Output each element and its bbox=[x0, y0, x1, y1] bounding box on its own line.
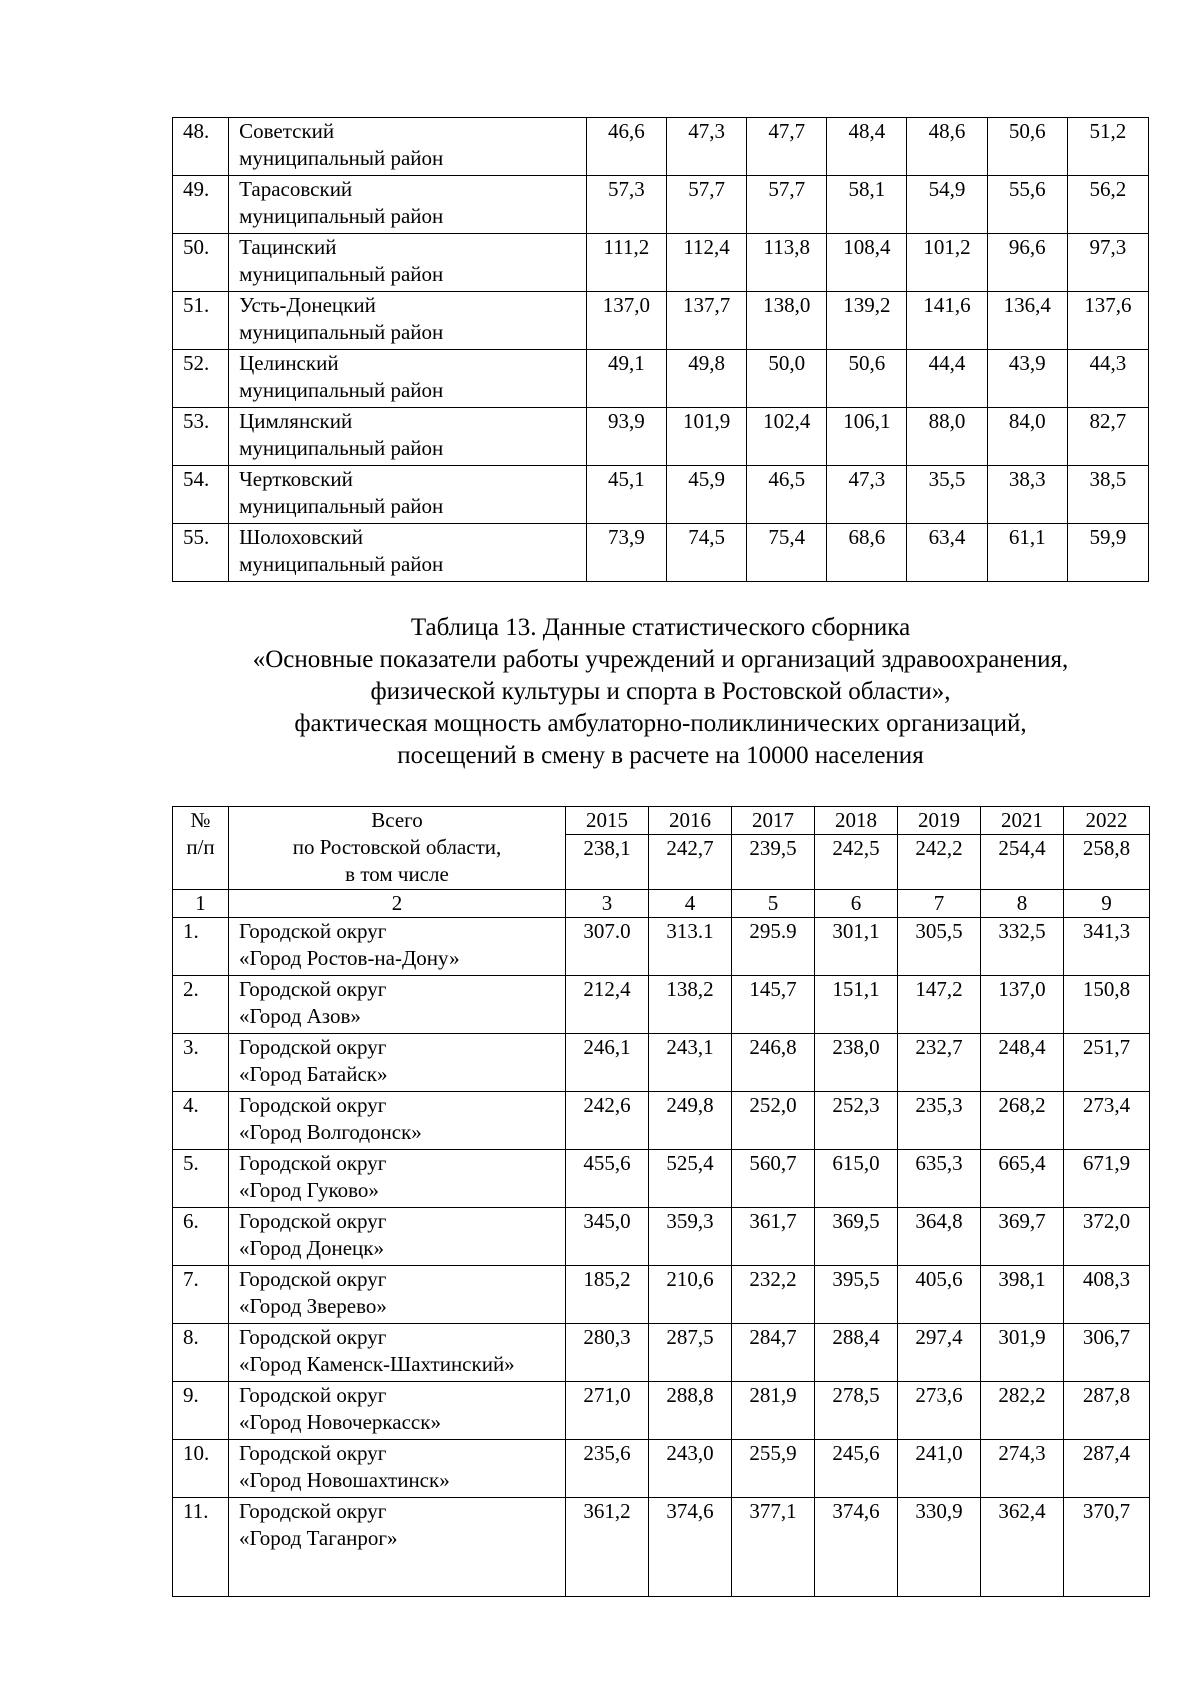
district-name-line-1: Городской округ bbox=[239, 1209, 387, 1233]
district-name-line-1: Цимлянский bbox=[239, 409, 353, 433]
column-number: 9 bbox=[1064, 890, 1150, 918]
top-table bbox=[172, 117, 1149, 582]
value-cell: 46,5 bbox=[747, 466, 827, 524]
value-cell: 560,7 bbox=[732, 1150, 815, 1208]
district-name-line-1: Усть-Донецкий bbox=[239, 293, 376, 317]
value-cell: 44,4 bbox=[907, 350, 987, 408]
value-cell: 243,1 bbox=[649, 1034, 732, 1092]
column-number: 1 bbox=[173, 890, 229, 918]
district-name-line-2: муниципальный район bbox=[239, 552, 444, 576]
value-cell: 137,7 bbox=[666, 292, 746, 350]
value-cell: 370,7 bbox=[1064, 1498, 1150, 1597]
district-name-line-1: Городской округ bbox=[239, 1093, 387, 1117]
value-cell: 252,0 bbox=[732, 1092, 815, 1150]
table-13-caption bbox=[172, 612, 1149, 772]
value-cell: 374,6 bbox=[815, 1498, 898, 1597]
value-cell: 306,7 bbox=[1064, 1324, 1150, 1382]
value-cell: 44,3 bbox=[1067, 350, 1148, 408]
value-cell: 147,2 bbox=[898, 976, 981, 1034]
value-cell: 101,9 bbox=[666, 408, 746, 466]
header-total-line-1: Всего bbox=[371, 808, 423, 832]
value-cell: 395,5 bbox=[815, 1266, 898, 1324]
value-cell: 408,3 bbox=[1064, 1266, 1150, 1324]
row-number: 54. bbox=[173, 466, 229, 524]
value-cell: 47,3 bbox=[827, 466, 907, 524]
value-cell: 305,5 bbox=[898, 918, 981, 976]
column-number: 7 bbox=[898, 890, 981, 918]
table-row bbox=[173, 1382, 1150, 1440]
district-name-line-2: «Город Донецк» bbox=[239, 1236, 384, 1260]
header-year: 2022 bbox=[1064, 807, 1150, 835]
value-cell: 50,6 bbox=[987, 118, 1067, 176]
row-number: 11. bbox=[173, 1498, 229, 1597]
row-number: 8. bbox=[173, 1324, 229, 1382]
value-cell: 54,9 bbox=[907, 176, 987, 234]
district-name-line-2: «Город Каменск-Шахтинский» bbox=[239, 1352, 515, 1376]
total-value: 242,7 bbox=[649, 835, 732, 890]
table-row bbox=[173, 976, 1150, 1034]
value-cell: 137,0 bbox=[981, 976, 1064, 1034]
value-cell: 313.1 bbox=[649, 918, 732, 976]
district-name-cell bbox=[229, 1440, 566, 1498]
value-cell: 405,6 bbox=[898, 1266, 981, 1324]
caption-line-2: «Основные показатели работы учреждений и организаций здравоохранения, bbox=[252, 646, 1069, 673]
value-cell: 252,3 bbox=[815, 1092, 898, 1150]
caption-line-1: Таблица 13. Данные статистического сборника bbox=[410, 614, 911, 641]
district-name-line-1: Городской округ bbox=[239, 1035, 387, 1059]
value-cell: 665,4 bbox=[981, 1150, 1064, 1208]
district-name-line-1: Городской округ bbox=[239, 1383, 387, 1407]
value-cell: 102,4 bbox=[747, 408, 827, 466]
district-name-line-2: муниципальный район bbox=[239, 262, 444, 286]
district-name-cell bbox=[229, 1382, 566, 1440]
value-cell: 301,9 bbox=[981, 1324, 1064, 1382]
total-value: 254,4 bbox=[981, 835, 1064, 890]
value-cell: 274,3 bbox=[981, 1440, 1064, 1498]
header-number-cell bbox=[173, 807, 229, 890]
value-cell: 364,8 bbox=[898, 1208, 981, 1266]
header-year: 2019 bbox=[898, 807, 981, 835]
value-cell: 50,6 bbox=[827, 350, 907, 408]
value-cell: 307.0 bbox=[566, 918, 649, 976]
value-cell: 73,9 bbox=[586, 524, 666, 582]
district-name-line-2: «Город Гуково» bbox=[239, 1178, 379, 1202]
value-cell: 361,7 bbox=[732, 1208, 815, 1266]
total-value: 239,5 bbox=[732, 835, 815, 890]
value-cell: 185,2 bbox=[566, 1266, 649, 1324]
table-row bbox=[173, 1440, 1150, 1498]
value-cell: 113,8 bbox=[747, 234, 827, 292]
district-name-line-1: Городской округ bbox=[239, 1151, 387, 1175]
row-number: 5. bbox=[173, 1150, 229, 1208]
table-row bbox=[173, 1034, 1150, 1092]
column-number: 4 bbox=[649, 890, 732, 918]
district-name-line-2: «Город Новошахтинск» bbox=[239, 1468, 450, 1492]
district-name-cell bbox=[229, 1324, 566, 1382]
value-cell: 372,0 bbox=[1064, 1208, 1150, 1266]
district-name-cell bbox=[229, 176, 587, 234]
district-name-line-1: Шолоховский bbox=[239, 525, 363, 549]
table-row bbox=[173, 350, 1149, 408]
district-name-line-1: Городской округ bbox=[239, 1499, 387, 1523]
value-cell: 273,4 bbox=[1064, 1092, 1150, 1150]
value-cell: 45,9 bbox=[666, 466, 746, 524]
value-cell: 232,2 bbox=[732, 1266, 815, 1324]
value-cell: 210,6 bbox=[649, 1266, 732, 1324]
value-cell: 288,8 bbox=[649, 1382, 732, 1440]
column-number: 6 bbox=[815, 890, 898, 918]
top-table-body bbox=[173, 118, 1149, 582]
value-cell: 345,0 bbox=[566, 1208, 649, 1266]
row-number: 51. bbox=[173, 292, 229, 350]
district-name-cell bbox=[229, 1498, 566, 1597]
table-row bbox=[173, 918, 1150, 976]
value-cell: 282,2 bbox=[981, 1382, 1064, 1440]
row-number: 1. bbox=[173, 918, 229, 976]
district-name-line-1: Советский bbox=[239, 119, 335, 143]
district-name-line-2: муниципальный район bbox=[239, 378, 444, 402]
table-row bbox=[173, 1498, 1150, 1597]
value-cell: 238,0 bbox=[815, 1034, 898, 1092]
row-number: 48. bbox=[173, 118, 229, 176]
value-cell: 235,6 bbox=[566, 1440, 649, 1498]
row-number: 2. bbox=[173, 976, 229, 1034]
district-name-cell bbox=[229, 408, 587, 466]
value-cell: 145,7 bbox=[732, 976, 815, 1034]
value-cell: 35,5 bbox=[907, 466, 987, 524]
district-name-line-2: «Город Волгодонск» bbox=[239, 1120, 422, 1144]
value-cell: 57,7 bbox=[666, 176, 746, 234]
table-row bbox=[173, 466, 1149, 524]
header-total-line-2: по Ростовской области, bbox=[292, 835, 502, 859]
value-cell: 369,5 bbox=[815, 1208, 898, 1266]
value-cell: 615,0 bbox=[815, 1150, 898, 1208]
district-name-line-2: муниципальный район bbox=[239, 436, 444, 460]
value-cell: 141,6 bbox=[907, 292, 987, 350]
value-cell: 137,6 bbox=[1067, 292, 1148, 350]
row-number: 50. bbox=[173, 234, 229, 292]
district-name-cell bbox=[229, 524, 587, 582]
district-name-line-1: Городской округ bbox=[239, 977, 387, 1001]
district-name-cell bbox=[229, 234, 587, 292]
district-name-line-2: «Город Ростов-на-Дону» bbox=[239, 946, 460, 970]
table-row bbox=[173, 176, 1149, 234]
district-name-cell bbox=[229, 918, 566, 976]
header-year: 2015 bbox=[566, 807, 649, 835]
value-cell: 93,9 bbox=[586, 408, 666, 466]
value-cell: 138,2 bbox=[649, 976, 732, 1034]
value-cell: 101,2 bbox=[907, 234, 987, 292]
value-cell: 235,3 bbox=[898, 1092, 981, 1150]
value-cell: 374,6 bbox=[649, 1498, 732, 1597]
district-name-line-2: «Город Батайск» bbox=[239, 1062, 388, 1086]
header-total-cell bbox=[229, 807, 566, 890]
value-cell: 297,4 bbox=[898, 1324, 981, 1382]
district-name-cell bbox=[229, 1208, 566, 1266]
value-cell: 525,4 bbox=[649, 1150, 732, 1208]
row-number: 6. bbox=[173, 1208, 229, 1266]
value-cell: 671,9 bbox=[1064, 1150, 1150, 1208]
header-number-symbol: № bbox=[190, 808, 211, 832]
district-name-line-1: Городской округ bbox=[239, 1325, 387, 1349]
value-cell: 284,7 bbox=[732, 1324, 815, 1382]
table-row bbox=[173, 1150, 1150, 1208]
value-cell: 49,8 bbox=[666, 350, 746, 408]
table-row bbox=[173, 234, 1149, 292]
value-cell: 151,1 bbox=[815, 976, 898, 1034]
value-cell: 55,6 bbox=[987, 176, 1067, 234]
district-name-cell bbox=[229, 1150, 566, 1208]
value-cell: 49,1 bbox=[586, 350, 666, 408]
value-cell: 273,6 bbox=[898, 1382, 981, 1440]
header-year: 2021 bbox=[981, 807, 1064, 835]
district-name-line-1: Тарасовский bbox=[239, 177, 353, 201]
value-cell: 51,2 bbox=[1067, 118, 1148, 176]
total-value: 242,5 bbox=[815, 835, 898, 890]
value-cell: 61,1 bbox=[987, 524, 1067, 582]
column-number: 3 bbox=[566, 890, 649, 918]
value-cell: 280,3 bbox=[566, 1324, 649, 1382]
value-cell: 58,1 bbox=[827, 176, 907, 234]
row-number: 9. bbox=[173, 1382, 229, 1440]
value-cell: 137,0 bbox=[586, 292, 666, 350]
value-cell: 45,1 bbox=[586, 466, 666, 524]
value-cell: 251,7 bbox=[1064, 1034, 1150, 1092]
value-cell: 50,0 bbox=[747, 350, 827, 408]
caption-line-5: посещений в смену в расчете на 10000 населения bbox=[397, 742, 924, 769]
value-cell: 106,1 bbox=[827, 408, 907, 466]
value-cell: 246,1 bbox=[566, 1034, 649, 1092]
district-name-line-1: Целинский bbox=[239, 351, 339, 375]
table-row bbox=[173, 1266, 1150, 1324]
value-cell: 248,4 bbox=[981, 1034, 1064, 1092]
district-name-line-2: муниципальный район bbox=[239, 320, 444, 344]
value-cell: 112,4 bbox=[666, 234, 746, 292]
value-cell: 96,6 bbox=[987, 234, 1067, 292]
value-cell: 63,4 bbox=[907, 524, 987, 582]
district-name-cell bbox=[229, 350, 587, 408]
table-13 bbox=[172, 806, 1150, 1597]
column-number-row bbox=[173, 890, 1150, 918]
district-name-cell bbox=[229, 1034, 566, 1092]
value-cell: 139,2 bbox=[827, 292, 907, 350]
column-number: 5 bbox=[732, 890, 815, 918]
district-name-line-2: «Город Азов» bbox=[239, 1004, 361, 1028]
district-name-line-1: Городской округ bbox=[239, 1441, 387, 1465]
value-cell: 245,6 bbox=[815, 1440, 898, 1498]
row-number: 49. bbox=[173, 176, 229, 234]
value-cell: 57,7 bbox=[747, 176, 827, 234]
column-number: 8 bbox=[981, 890, 1064, 918]
value-cell: 242,6 bbox=[566, 1092, 649, 1150]
table-row bbox=[173, 1208, 1150, 1266]
header-row-years bbox=[173, 807, 1150, 835]
table-row bbox=[173, 292, 1149, 350]
value-cell: 359,3 bbox=[649, 1208, 732, 1266]
value-cell: 82,7 bbox=[1067, 408, 1148, 466]
value-cell: 341,3 bbox=[1064, 918, 1150, 976]
district-name-line-2: «Город Таганрог» bbox=[239, 1526, 398, 1550]
value-cell: 232,7 bbox=[898, 1034, 981, 1092]
value-cell: 38,5 bbox=[1067, 466, 1148, 524]
row-number: 10. bbox=[173, 1440, 229, 1498]
value-cell: 301,1 bbox=[815, 918, 898, 976]
value-cell: 68,6 bbox=[827, 524, 907, 582]
value-cell: 268,2 bbox=[981, 1092, 1064, 1150]
table-row bbox=[173, 1092, 1150, 1150]
header-number-label: п/п bbox=[186, 835, 215, 859]
value-cell: 398,1 bbox=[981, 1266, 1064, 1324]
district-name-cell bbox=[229, 292, 587, 350]
total-value: 258,8 bbox=[1064, 835, 1150, 890]
caption-line-3: физической культуры и спорта в Ростовской области», bbox=[370, 678, 951, 705]
row-number: 7. bbox=[173, 1266, 229, 1324]
column-number: 2 bbox=[229, 890, 566, 918]
district-name-line-1: Тацинский bbox=[239, 235, 337, 259]
row-number: 53. bbox=[173, 408, 229, 466]
district-name-cell bbox=[229, 118, 587, 176]
value-cell: 281,9 bbox=[732, 1382, 815, 1440]
district-name-cell bbox=[229, 466, 587, 524]
district-name-cell bbox=[229, 1092, 566, 1150]
district-name-line-1: Городской округ bbox=[239, 919, 387, 943]
value-cell: 455,6 bbox=[566, 1150, 649, 1208]
value-cell: 212,4 bbox=[566, 976, 649, 1034]
value-cell: 108,4 bbox=[827, 234, 907, 292]
value-cell: 332,5 bbox=[981, 918, 1064, 976]
value-cell: 635,3 bbox=[898, 1150, 981, 1208]
district-name-line-2: муниципальный район bbox=[239, 494, 444, 518]
caption-line-4: фактическая мощность амбулаторно-поликлинических организаций, bbox=[294, 710, 1027, 737]
value-cell: 136,4 bbox=[987, 292, 1067, 350]
value-cell: 47,7 bbox=[747, 118, 827, 176]
value-cell: 138,0 bbox=[747, 292, 827, 350]
value-cell: 74,5 bbox=[666, 524, 746, 582]
value-cell: 75,4 bbox=[747, 524, 827, 582]
district-name-line-1: Чертковский bbox=[239, 467, 353, 491]
value-cell: 47,3 bbox=[666, 118, 746, 176]
value-cell: 241,0 bbox=[898, 1440, 981, 1498]
header-year: 2016 bbox=[649, 807, 732, 835]
total-value: 242,2 bbox=[898, 835, 981, 890]
district-name-line-2: «Город Новочеркасск» bbox=[239, 1410, 441, 1434]
value-cell: 88,0 bbox=[907, 408, 987, 466]
value-cell: 38,3 bbox=[987, 466, 1067, 524]
value-cell: 377,1 bbox=[732, 1498, 815, 1597]
value-cell: 369,7 bbox=[981, 1208, 1064, 1266]
value-cell: 288,4 bbox=[815, 1324, 898, 1382]
row-number: 3. bbox=[173, 1034, 229, 1092]
value-cell: 249,8 bbox=[649, 1092, 732, 1150]
value-cell: 84,0 bbox=[987, 408, 1067, 466]
value-cell: 362,4 bbox=[981, 1498, 1064, 1597]
value-cell: 278,5 bbox=[815, 1382, 898, 1440]
value-cell: 150,8 bbox=[1064, 976, 1150, 1034]
value-cell: 48,4 bbox=[827, 118, 907, 176]
table-row bbox=[173, 1324, 1150, 1382]
district-name-line-2: «Город Зверево» bbox=[239, 1294, 387, 1318]
value-cell: 57,3 bbox=[586, 176, 666, 234]
value-cell: 56,2 bbox=[1067, 176, 1148, 234]
value-cell: 59,9 bbox=[1067, 524, 1148, 582]
value-cell: 330,9 bbox=[898, 1498, 981, 1597]
district-name-line-2: муниципальный район bbox=[239, 204, 444, 228]
district-name-cell bbox=[229, 1266, 566, 1324]
value-cell: 43,9 bbox=[987, 350, 1067, 408]
value-cell: 255,9 bbox=[732, 1440, 815, 1498]
header-year: 2017 bbox=[732, 807, 815, 835]
value-cell: 243,0 bbox=[649, 1440, 732, 1498]
value-cell: 295.9 bbox=[732, 918, 815, 976]
value-cell: 361,2 bbox=[566, 1498, 649, 1597]
row-number: 4. bbox=[173, 1092, 229, 1150]
value-cell: 111,2 bbox=[586, 234, 666, 292]
row-number: 52. bbox=[173, 350, 229, 408]
table-row bbox=[173, 118, 1149, 176]
table-row bbox=[173, 524, 1149, 582]
table-13-body bbox=[173, 807, 1150, 1597]
row-number: 55. bbox=[173, 524, 229, 582]
district-name-line-1: Городской округ bbox=[239, 1267, 387, 1291]
header-total-line-3: в том числе bbox=[345, 862, 449, 886]
total-value: 238,1 bbox=[566, 835, 649, 890]
value-cell: 271,0 bbox=[566, 1382, 649, 1440]
table-row bbox=[173, 408, 1149, 466]
value-cell: 46,6 bbox=[586, 118, 666, 176]
district-name-line-2: муниципальный район bbox=[239, 146, 444, 170]
value-cell: 48,6 bbox=[907, 118, 987, 176]
header-year: 2018 bbox=[815, 807, 898, 835]
value-cell: 97,3 bbox=[1067, 234, 1148, 292]
district-name-cell bbox=[229, 976, 566, 1034]
value-cell: 287,8 bbox=[1064, 1382, 1150, 1440]
value-cell: 287,4 bbox=[1064, 1440, 1150, 1498]
value-cell: 287,5 bbox=[649, 1324, 732, 1382]
value-cell: 246,8 bbox=[732, 1034, 815, 1092]
